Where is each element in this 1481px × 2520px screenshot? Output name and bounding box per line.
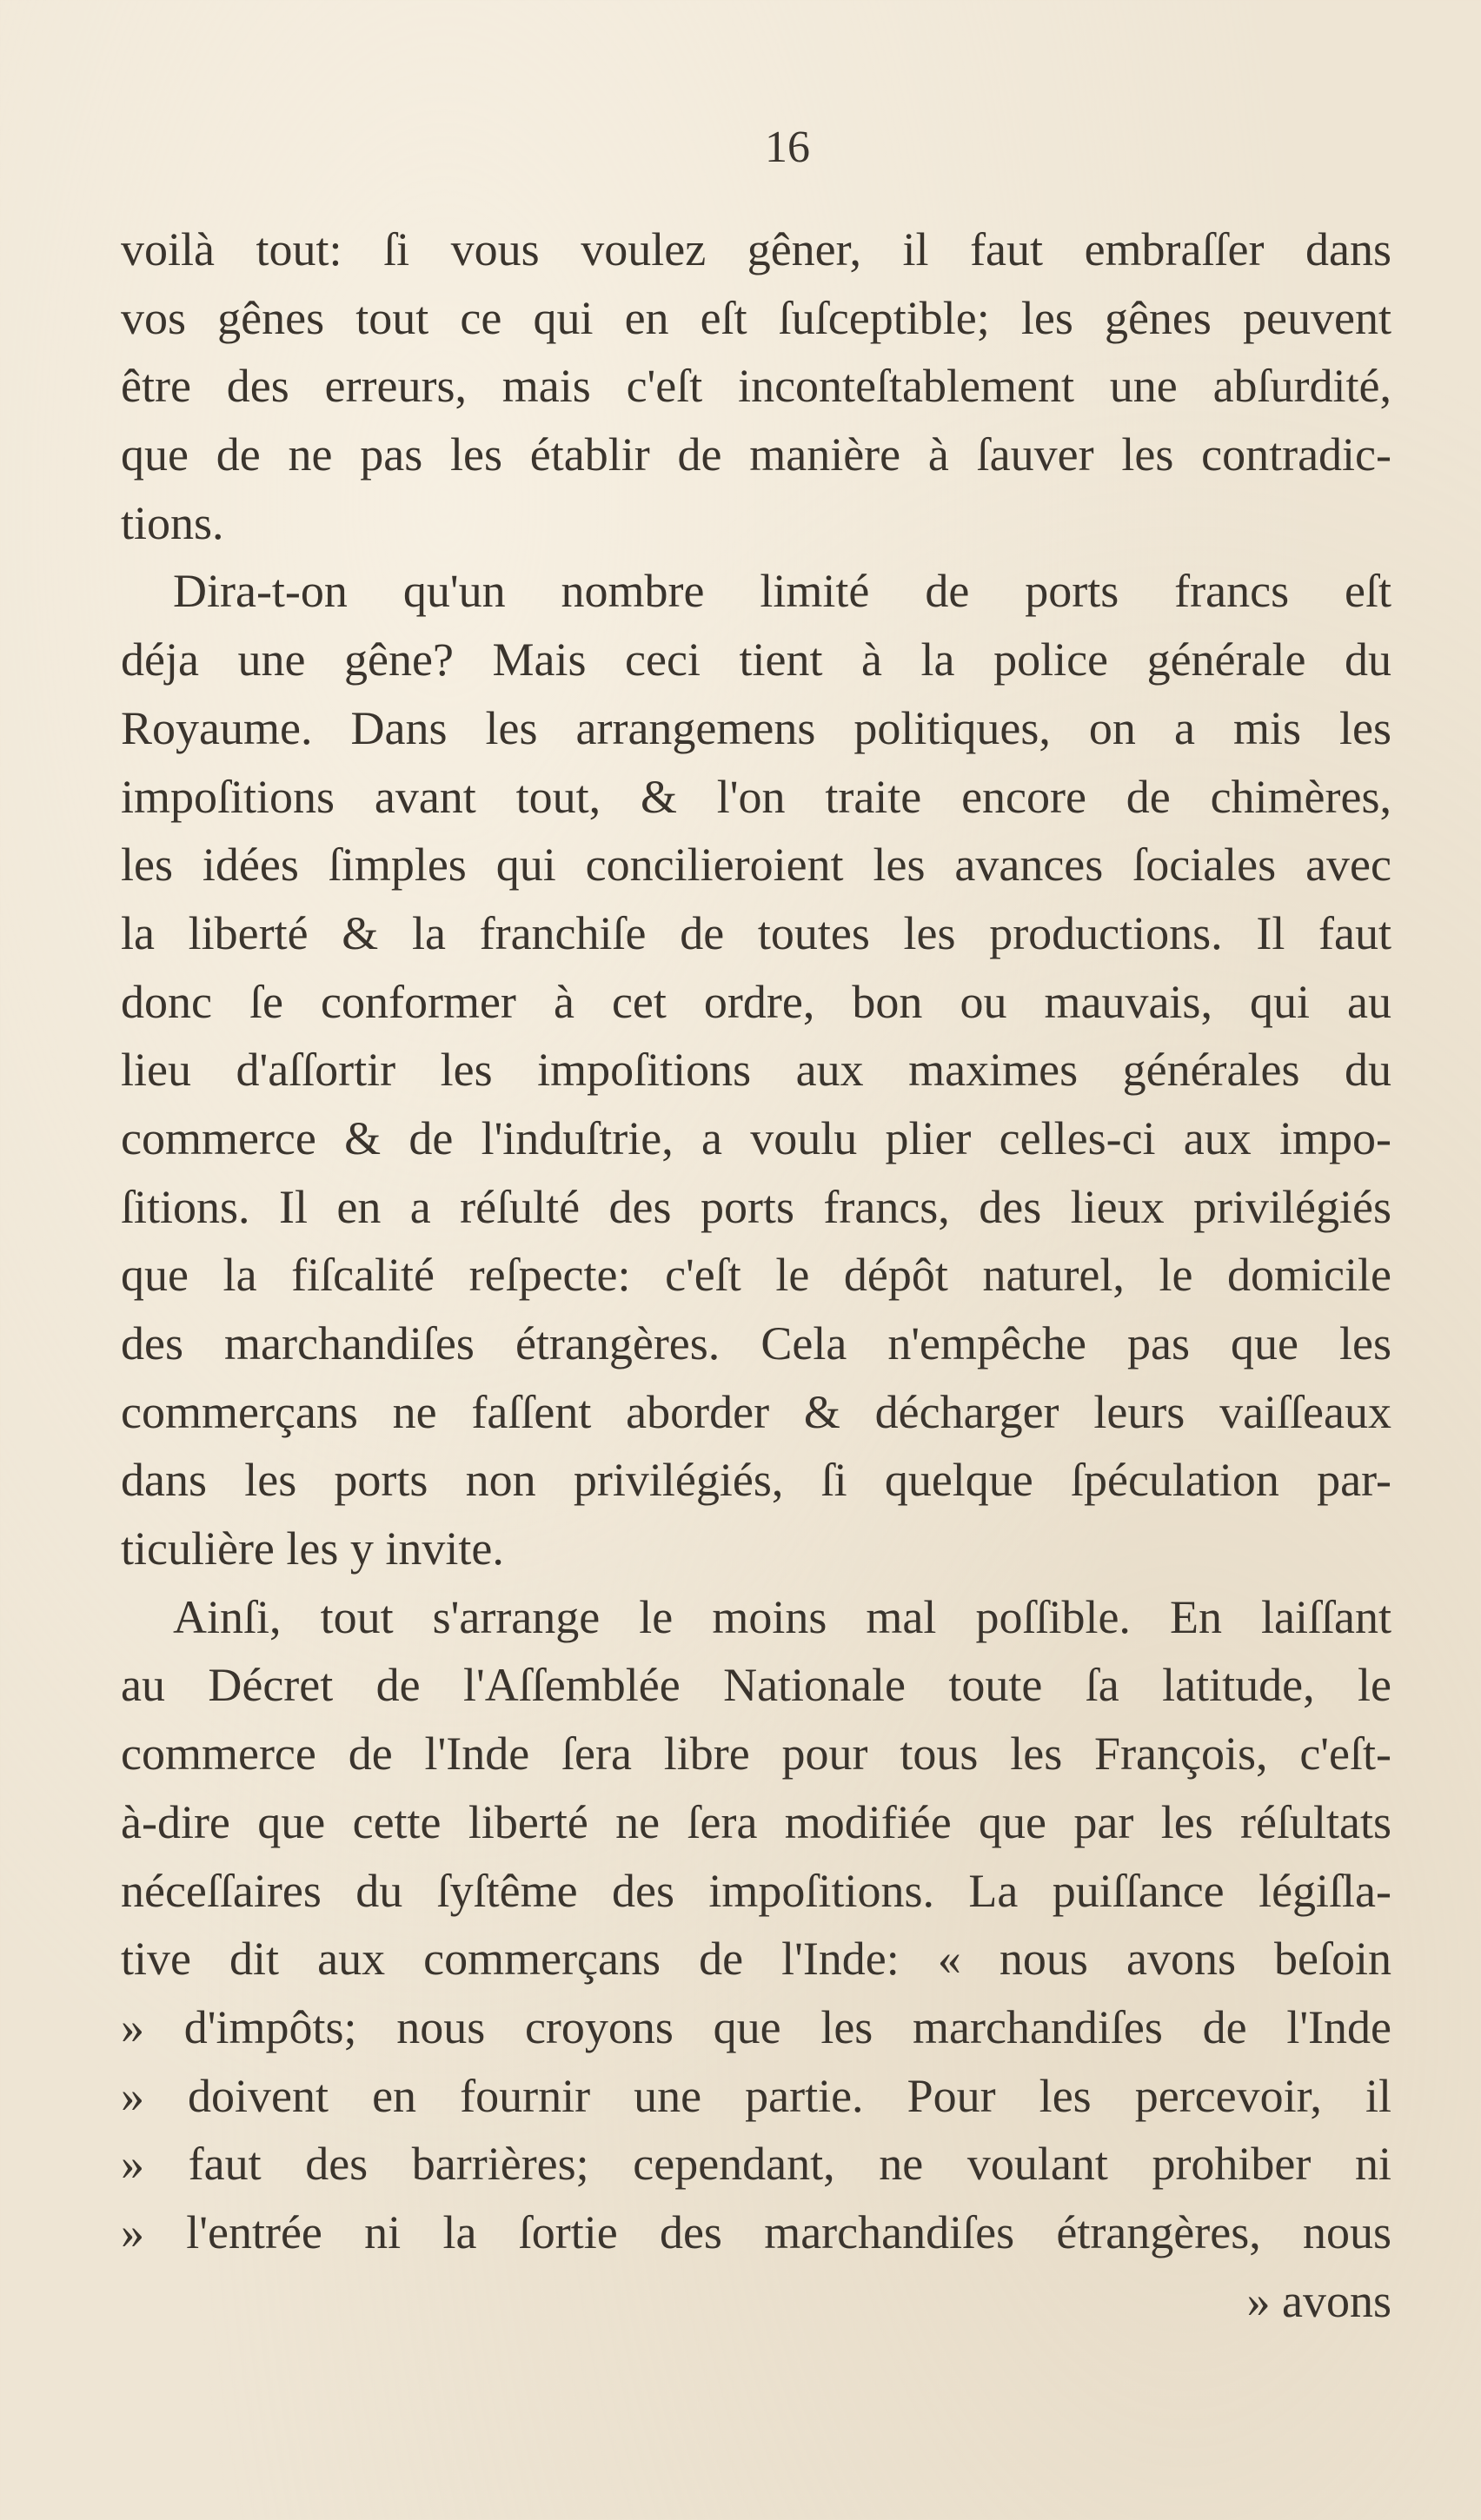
catchword: » avons [1246,2274,1391,2327]
text-line: tive dit aux commerçans de l'Inde: « nous avons beſoin [121,1933,1391,1986]
text-line: à-dire que cette liberté ne ſera modifiée que par les réſultats [121,1795,1391,1848]
text-line: ticulière les y invite. [121,1522,504,1575]
text-line: déja une gêne? Mais ceci tient à la police générale du [121,633,1391,686]
text-line: la liberté & la franchiſe de toutes les productions. Il faut [121,906,1391,959]
text-line: être des erreurs, mais c'eſt inconteſtablement une abſurdité, [121,360,1391,413]
text-line: commerçans ne faſſent aborder & décharger leurs vaiſſeaux [121,1385,1391,1438]
text-line: commerce & de l'induſtrie, a voulu plier celles-ci aux impo- [121,1111,1391,1164]
text-line: Ainſi, tout s'arrange le moins mal poſſible. En laiſſant [173,1590,1391,1643]
text-line: » faut des barrières; cependant, ne voulant prohiber ni [121,2138,1391,2191]
text-line: néceſſaires du ſyſtême des impoſitions. La puiſſance légiſla- [121,1864,1391,1917]
text-line: Royaume. Dans les arrangemens politiques, on a mis les [121,701,1391,754]
text-line: » l'entrée ni la ſortie des marchandiſes étrangères, nous [121,2205,1391,2258]
text-line: que de ne pas les établir de manière à ſauver les contradic- [121,428,1391,481]
text-line: commerce de l'Inde ſera libre pour tous les François, c'eſt- [121,1728,1391,1781]
text-line: Dira-t-on qu'un nombre limité de ports francs eſt [173,565,1391,618]
text-line: tions. [121,496,224,549]
text-line: dans les ports non privilégiés, ſi quelque ſpéculation par- [121,1454,1391,1507]
text-line: » d'impôts; nous croyons que les marchandiſes de l'Inde [121,2000,1391,2053]
text-line: impoſitions avant tout, & l'on traite encore de chimères, [121,770,1391,823]
text-line: donc ſe conformer à cet ordre, bon ou mauvais, qui au [121,975,1391,1028]
text-line: lieu d'aſſortir les impoſitions aux maximes générales du [121,1044,1391,1097]
text-line: les idées ſimples qui concilieroient les avances ſociales avec [121,839,1391,892]
body-text [121,216,1391,2335]
text-line: des marchandiſes étrangères. Cela n'empêche pas que les [121,1317,1391,1369]
text-line: au Décret de l'Aſſemblée Nationale toute ſa latitude, le [121,1659,1391,1712]
page-number: 16 [765,123,810,172]
text-line: vos gênes tout ce qui en eſt ſuſceptible; les gênes peuvent [121,291,1391,344]
text-line: » doivent en fournir une partie. Pour les percevoir, il [121,2069,1391,2122]
text-line: ſitions. Il en a réſulté des ports francs, des lieux privilégiés [121,1180,1391,1233]
text-line: voilà tout: ſi vous voulez gêner, il faut embraſſer dans [121,223,1391,275]
text-line: que la fiſcalité reſpecte: c'eſt le dépôt naturel, le domicile [121,1249,1391,1302]
